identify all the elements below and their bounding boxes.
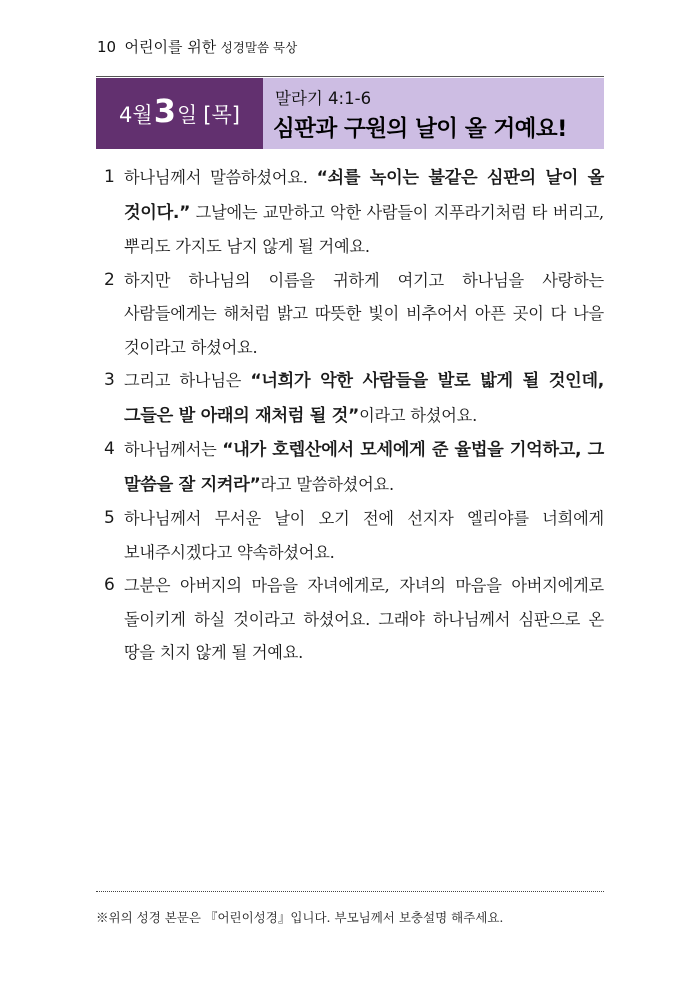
running-header bbox=[97, 36, 297, 57]
verse-item bbox=[104, 264, 604, 365]
verse-number: 3 bbox=[104, 370, 115, 390]
verse-text bbox=[124, 569, 604, 670]
header-rule bbox=[96, 76, 604, 77]
devotion-title: 심판과 구원의 날이 올 거예요! bbox=[273, 116, 567, 142]
verse-item bbox=[104, 161, 604, 264]
date-weekday: [목] bbox=[203, 103, 240, 127]
verse-text bbox=[124, 502, 604, 569]
verse-text-lead: 그리고 하나님은 bbox=[124, 371, 251, 390]
verse-text-lead: 하나님께서 무서운 날이 오기 전에 선지자 엘리야를 너희에게 보내주시겠다고 약속하셨어요. bbox=[124, 509, 604, 562]
verse-item bbox=[104, 433, 604, 502]
footnote: ※위의 성경 본문은 『어린이성경』입니다. 부모님께서 보충설명 해주세요. bbox=[96, 910, 504, 925]
verse-text bbox=[124, 364, 604, 433]
verse-text bbox=[124, 264, 604, 365]
verse-quote: “너희가 악한 사람들을 발로 밟게 될 것인데, 그들은 발 아래의 재처럼 될 것” bbox=[124, 371, 604, 426]
verse-text-lead: 하나님께서 말씀하셨어요. bbox=[124, 168, 317, 187]
footnote-rule bbox=[96, 891, 604, 892]
verse-number: 6 bbox=[104, 575, 115, 595]
verse-text bbox=[124, 161, 604, 264]
date-day-unit: 일 bbox=[176, 103, 198, 127]
verse-quote: “쇠를 녹이는 불같은 심판의 날이 올 것이다.” bbox=[124, 168, 604, 223]
verse-quote: “내가 호렙산에서 모세에게 준 율법을 기억하고, 그 말씀을 잘 지켜라” bbox=[124, 440, 604, 495]
verse-list bbox=[104, 161, 604, 670]
verse-text bbox=[124, 433, 604, 502]
verse-number: 4 bbox=[104, 439, 115, 459]
scripture-reference: 말라기 4:1-6 bbox=[275, 89, 372, 108]
verse-text-tail: 라고 말씀하셨어요. bbox=[260, 474, 394, 494]
page-number: 10 bbox=[97, 38, 117, 56]
verse-number: 1 bbox=[104, 167, 115, 187]
verse-text-tail: 그날에는 교만하고 악한 사람들이 지푸라기처럼 타 버리고, 뿌리도 가지도 남지 않게 될 거예요. bbox=[124, 202, 604, 256]
verse-text-lead: 하나님께서는 bbox=[124, 440, 223, 459]
verse-item bbox=[104, 364, 604, 433]
verse-number: 2 bbox=[104, 269, 115, 290]
date-month: 4월 bbox=[119, 103, 153, 127]
verse-text-lead: 그분은 아버지의 마음을 자녀에게로, 자녀의 마음을 아버지에게로 돌이키게 하실 것이라고 하셨어요. 그래야 하나님께서 심판으로 온 땅을 치지 않게 될 거예요. bbox=[124, 576, 604, 662]
verse-text-lead: 하지만 하나님의 이름을 귀하게 여기고 하나님을 사랑하는 사람들에게는 해처럼 밝고 따뜻한 빛이 비추어서 아픈 곳이 다 나을 것이라고 하셨어요. bbox=[124, 270, 604, 357]
verse-item bbox=[104, 569, 604, 670]
verse-number: 5 bbox=[104, 508, 115, 528]
devotion-banner bbox=[96, 78, 604, 149]
book-subtitle: 성경말씀 묵상 bbox=[220, 40, 298, 55]
title-box bbox=[263, 78, 604, 149]
book-title: 어린이를 위한 bbox=[124, 38, 217, 56]
date-box bbox=[96, 78, 263, 149]
date-day: 3 bbox=[153, 92, 176, 130]
verse-item bbox=[104, 502, 604, 569]
verse-text-tail: 이라고 하셨어요. bbox=[359, 405, 478, 425]
